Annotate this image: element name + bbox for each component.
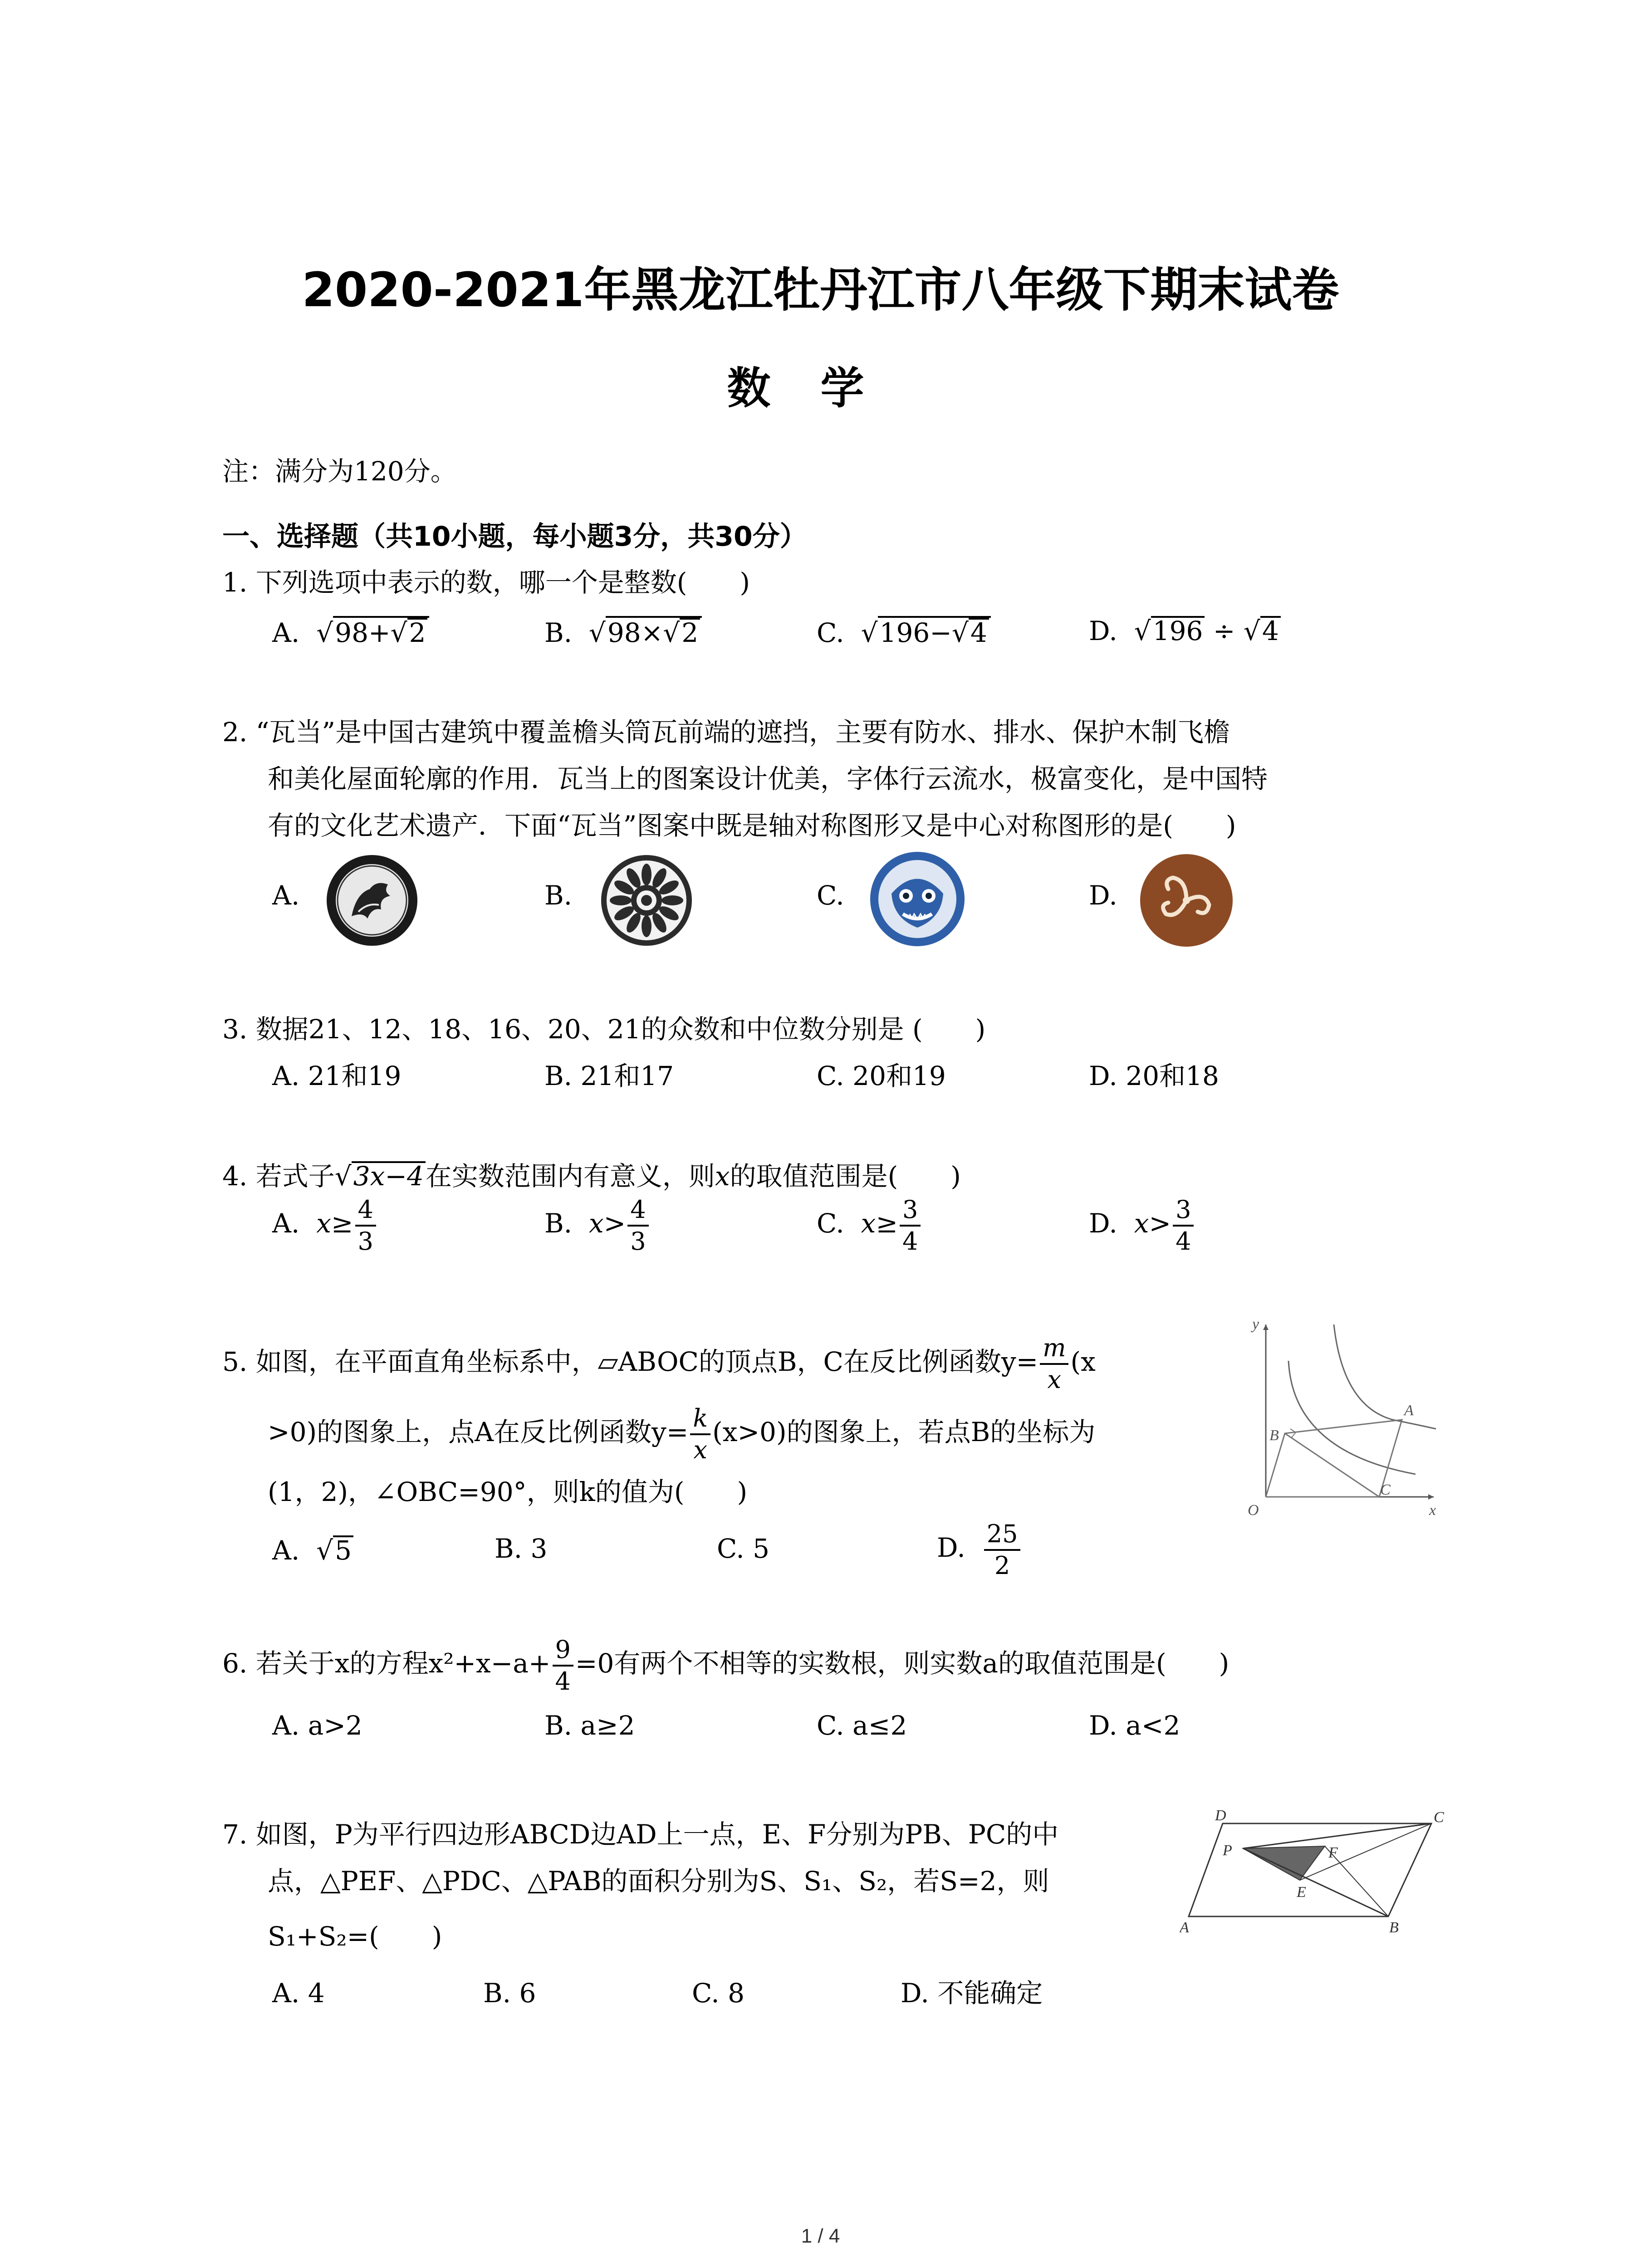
q4-stem: 4. 若式子√3x−4在实数范围内有意义，则x的取值范围是( ) [222,1161,961,1192]
label-A: A [1404,1402,1414,1419]
score-note: 注：满分为120分。 [222,456,457,487]
petal-shape [661,895,683,905]
curve-m [1288,1361,1416,1474]
q2-line1: 2. “瓦当”是中国古建筑中覆盖檐头筒瓦前端的遮挡，主要有防水、排水、保护木制飞檐 [222,717,1230,748]
wadang-a-image [324,853,420,948]
q1-option-c: C. √196−√4 [817,616,991,646]
q2-option-c-label: C. [817,880,844,911]
q6-option-c: C. a≤2 [817,1710,907,1741]
section-heading: 一、选择题（共10小题，每小题3分，共30分） [222,521,807,552]
page-title: 2020-2021年黑龙江牡丹江市八年级下期末试卷 [302,262,1339,318]
label-C: C [1380,1481,1391,1498]
q5-option-d: D. $\frac{25}{2}$ [937,1522,1022,1578]
q7-line1: 7. 如图，P为平行四边形ABCD边AD上一点，E、F分别为PB、PC的中 [222,1819,1059,1850]
q6-option-b: B. a≥2 [544,1710,635,1741]
q2-option-a-label: A. [272,880,300,911]
wadang-b-image [599,853,694,948]
label-C: C [1434,1809,1444,1826]
q6-option-d: D. a<2 [1089,1710,1181,1741]
label-y: y [1252,1316,1259,1333]
label-B: B [1389,1919,1399,1936]
q5-option-a: A. √5 [272,1535,353,1564]
q7-option-c: C. 8 [692,1978,745,2009]
q6-option-a: A. a>2 [272,1710,362,1741]
q7-line3: S₁+S₂=( ) [268,1921,442,1952]
q4-option-a: A. x≥ $\frac{4}{3}$ [272,1198,378,1254]
label-E: E [1297,1884,1306,1901]
q2-line3: 有的文化艺术遗产．下面“瓦当”图案中既是轴对称图形又是中心对称图形的是( ) [268,810,1236,841]
q7-option-a: A. 4 [272,1978,325,2009]
q4-option-b: B. x> $\frac{4}{3}$ [544,1198,651,1254]
page-number: 1 / 4 [801,2225,840,2247]
q3-option-c: C. 20和19 [817,1061,946,1091]
q7-option-b: B. 6 [483,1978,536,2009]
q5-figure [1234,1315,1443,1524]
q3-option-d: D. 20和18 [1089,1061,1219,1091]
q5-line1: 5. 如图，在平面直角坐标系中，▱ABOC的顶点B，C在反比例函数y= $\frac{m}{x}$ (x [222,1334,1096,1394]
q5-line3: (1，2)，∠OBC=90°，则k的值为( ) [268,1476,748,1507]
petal-shape [642,864,652,885]
label-x: x [1429,1502,1436,1519]
label-D: D [1215,1807,1226,1824]
q7-figure [1180,1803,1461,1939]
q7-option-d: D. 不能确定 [901,1978,1043,2009]
label-B: B [1269,1427,1279,1444]
label-O: O [1248,1502,1259,1519]
parallelogram-abcd [1189,1823,1431,1916]
q5-option-c: C. 5 [717,1533,770,1564]
label-F: F [1328,1844,1338,1861]
q2-option-d-label: D. [1089,880,1117,911]
label-P: P [1223,1842,1232,1859]
q5-line2: >0)的图象上，点A在反比例函数y= $\frac{k}{x}$ (x>0)的图象上，若点B的坐标为 [268,1404,1096,1464]
petal-shape [610,895,632,905]
q1-option-d: D. √196 ÷ √4 [1089,616,1281,644]
q3-option-b: B. 21和17 [544,1061,674,1091]
q3-option-a: A. 21和19 [272,1061,402,1091]
q5-option-b: B. 3 [495,1533,548,1564]
q4-option-d: D. x> $\frac{3}{4}$ [1089,1198,1195,1254]
q1-stem: 1. 下列选项中表示的数，哪一个是整数( ) [222,567,750,598]
petal-shape [642,915,652,937]
label-A: A [1180,1919,1189,1936]
q6-stem: 6. 若关于x的方程x²+x−a+ $\frac{9}{4}$ =0有两个不相等的实数根，则实数a的取值范围是( ) [222,1635,1230,1696]
q7-line2: 点，△PEF、△PDC、△PAB的面积分别为S、S₁、S₂，若S=2，则 [268,1866,1049,1897]
subject-title: 数学 [727,363,914,414]
q2-option-b-label: B. [544,880,573,911]
q1-option-a: A. √98+√2 [272,616,429,646]
q3-stem: 3. 数据21、12、18、16、20、21的众数和中位数分别是 ( ) [222,1014,986,1045]
q1-option-b: B. √98×√2 [544,616,702,646]
curve-k [1334,1325,1436,1429]
q2-line2: 和美化屋面轮廓的作用．瓦当上的图案设计优美，字体行云流水，极富变化，是中国特 [268,763,1268,794]
wadang-c-image [869,850,966,948]
wadang-d-image [1139,853,1234,948]
q4-option-c: C. x≥ $\frac{3}{4}$ [817,1198,922,1254]
